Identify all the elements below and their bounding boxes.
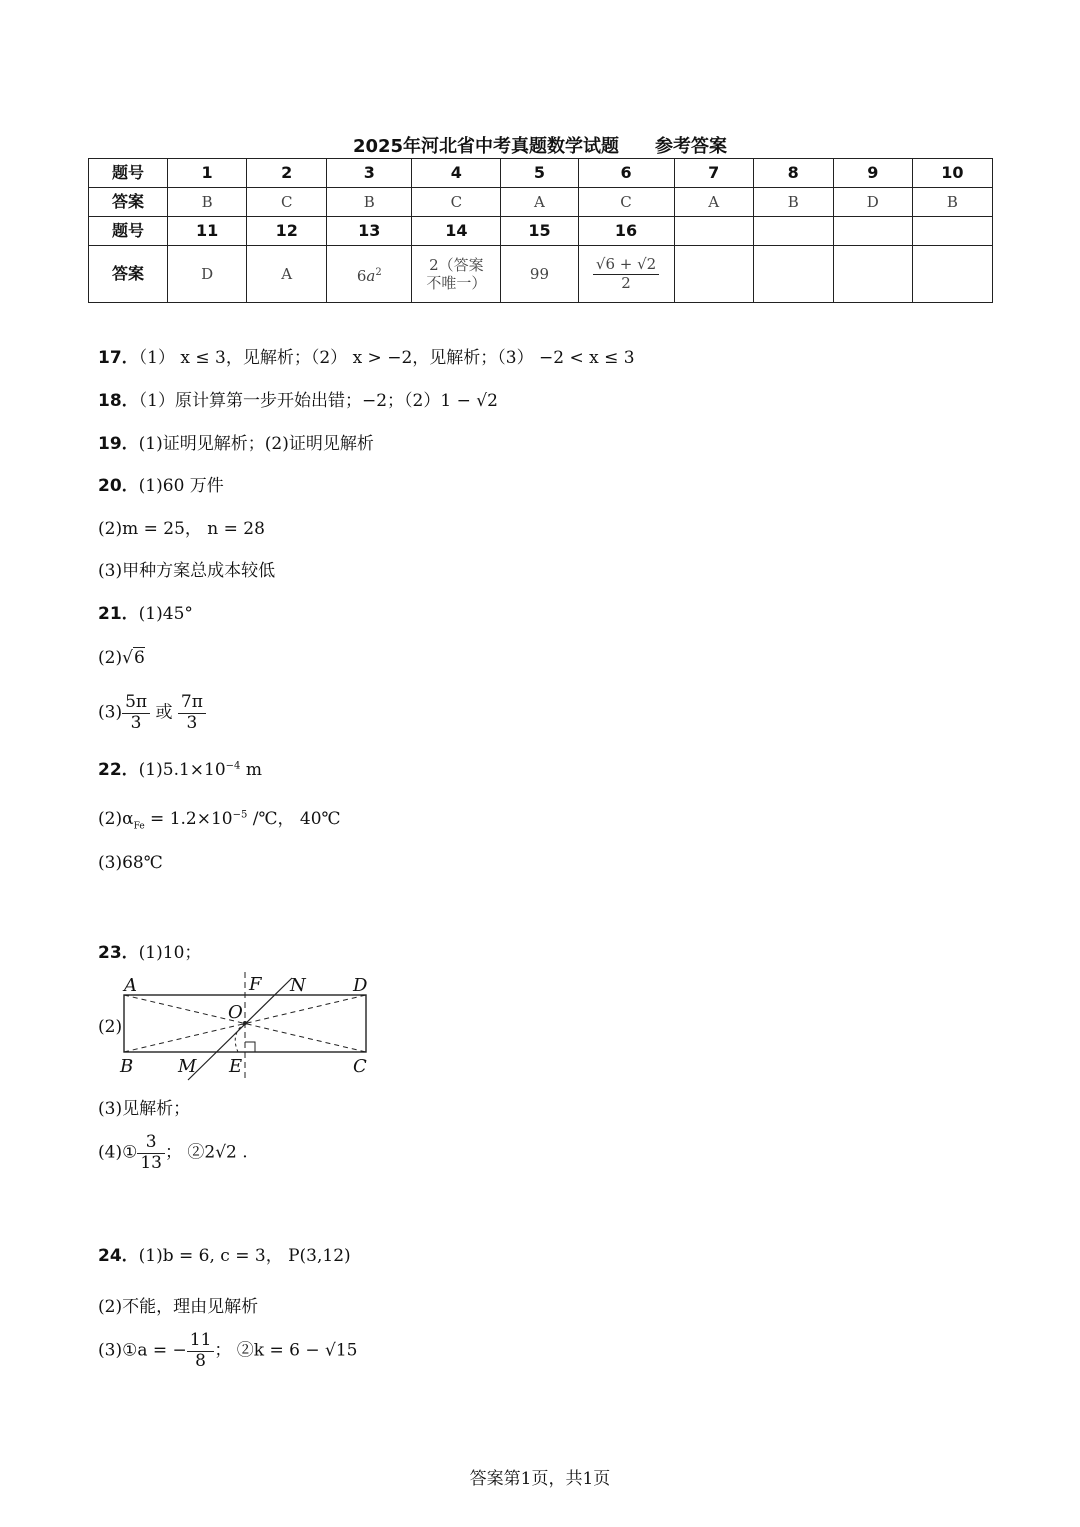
question-number: 13 bbox=[327, 217, 412, 246]
answer-21-part2: (2)√6 bbox=[98, 648, 145, 668]
table-row bbox=[89, 246, 993, 303]
answer-text: （1） x ≤ 3，见解析；（2） x > −2，见解析；（3） −2 < x ≤ 3 bbox=[138, 348, 635, 368]
question-number: 3 bbox=[327, 159, 412, 188]
answer-cell: D bbox=[168, 246, 247, 303]
answer-22-part2 bbox=[98, 804, 341, 831]
numerator: 11 bbox=[187, 1331, 215, 1352]
row-header: 题号 bbox=[89, 217, 168, 246]
answer-20-part2: (2)m = 25， n = 28 bbox=[98, 519, 265, 539]
part-label: (2) bbox=[98, 648, 123, 668]
subscript: Fe bbox=[133, 821, 145, 832]
fraction bbox=[593, 256, 659, 292]
question-number: 8 bbox=[753, 159, 833, 188]
answer-23-part2: (2) bbox=[98, 1017, 123, 1037]
question-label: 20． bbox=[98, 476, 139, 496]
numerator: √6 + √2 bbox=[593, 256, 659, 274]
row-header: 答案 bbox=[89, 246, 168, 303]
label-m: M bbox=[178, 1056, 197, 1077]
answer-text: (1)证明见解析；(2)证明见解析 bbox=[138, 434, 374, 454]
exponent: −4 bbox=[225, 760, 241, 772]
answer-21 bbox=[98, 599, 193, 624]
label-o: O bbox=[228, 1002, 243, 1023]
answer-cell: B bbox=[168, 188, 247, 217]
denominator: 3 bbox=[186, 712, 198, 733]
answer-text: (1)10； bbox=[138, 943, 202, 963]
answer-cell: A bbox=[674, 188, 753, 217]
answer-text: /℃， 40℃ bbox=[247, 809, 341, 829]
answer-23 bbox=[98, 938, 201, 963]
answer-line: 2（答案 bbox=[429, 256, 484, 274]
answer-18 bbox=[98, 386, 498, 411]
coef: 6 bbox=[356, 266, 367, 285]
answer-cell bbox=[578, 246, 674, 303]
answer-cell: D bbox=[833, 188, 912, 217]
empty-cell bbox=[833, 217, 912, 246]
or-text: 或 bbox=[155, 702, 173, 723]
answer-cell: C bbox=[247, 188, 327, 217]
question-label: 17． bbox=[98, 348, 139, 368]
empty-cell bbox=[912, 217, 992, 246]
unit: m bbox=[240, 760, 262, 780]
question-number: 11 bbox=[168, 217, 247, 246]
answer-22-part3: (3)68℃ bbox=[98, 853, 163, 873]
part-label: (3) bbox=[98, 702, 123, 723]
numerator: 3 bbox=[137, 1133, 165, 1154]
rectangle-figure bbox=[98, 972, 388, 1086]
answer-24-part3 bbox=[98, 1331, 358, 1371]
label-b: B bbox=[120, 1056, 134, 1077]
answer-text: (1)45° bbox=[138, 604, 193, 624]
exponent: −5 bbox=[232, 809, 248, 821]
fraction bbox=[187, 1331, 215, 1371]
geometry-diagram bbox=[98, 972, 388, 1082]
numerator: 5π bbox=[122, 693, 150, 714]
page-footer: 答案第1页，共1页 bbox=[469, 1469, 611, 1489]
answer-cell bbox=[412, 246, 501, 303]
denominator: 13 bbox=[140, 1152, 162, 1173]
answer-cell: B bbox=[753, 188, 833, 217]
question-number: 16 bbox=[578, 217, 674, 246]
row-header: 答案 bbox=[89, 188, 168, 217]
question-label: 21． bbox=[98, 604, 139, 624]
answer-20-part3: (3)甲种方案总成本较低 bbox=[98, 561, 276, 581]
table-row bbox=[89, 159, 993, 188]
answer-text: (1)b = 6, c = 3， P(3,12) bbox=[138, 1246, 351, 1266]
answer-23-part3: (3)见解析； bbox=[98, 1099, 191, 1119]
answer-cell: C bbox=[578, 188, 674, 217]
answer-22 bbox=[98, 755, 262, 780]
question-number: 5 bbox=[501, 159, 578, 188]
answer-cell: A bbox=[501, 188, 578, 217]
empty-cell bbox=[753, 217, 833, 246]
denominator: 8 bbox=[195, 1350, 206, 1371]
denominator: 3 bbox=[130, 712, 142, 733]
exponent: 2 bbox=[375, 266, 382, 278]
answer-line: 不唯一） bbox=[426, 274, 487, 292]
answer-text: (3)①a = − bbox=[98, 1340, 187, 1361]
question-number: 4 bbox=[412, 159, 501, 188]
empty-cell bbox=[674, 217, 753, 246]
variable: a bbox=[366, 266, 376, 285]
empty-cell bbox=[753, 246, 833, 303]
empty-cell bbox=[912, 246, 992, 303]
question-number: 15 bbox=[501, 217, 578, 246]
label-f: F bbox=[249, 974, 262, 995]
page-title bbox=[0, 132, 1080, 158]
fraction bbox=[178, 693, 206, 733]
question-label: 24． bbox=[98, 1246, 139, 1266]
radicand: 6 bbox=[133, 648, 145, 668]
label-a: A bbox=[124, 975, 137, 996]
question-label: 18． bbox=[98, 391, 139, 411]
title-main: 2025年河北省中考真题数学试题 bbox=[352, 136, 620, 157]
empty-cell bbox=[674, 246, 753, 303]
question-number: 10 bbox=[912, 159, 992, 188]
fraction bbox=[137, 1133, 165, 1173]
question-number: 7 bbox=[674, 159, 753, 188]
answer-19 bbox=[98, 429, 374, 454]
arc bbox=[235, 1023, 245, 1052]
question-number: 12 bbox=[247, 217, 327, 246]
answer-cell: 99 bbox=[501, 246, 578, 303]
answer-cell: B bbox=[912, 188, 992, 217]
answer-24-part2: (2)不能，理由见解析 bbox=[98, 1297, 259, 1317]
label-n: N bbox=[290, 975, 306, 996]
part-label: (4)① bbox=[98, 1142, 138, 1163]
table-row bbox=[89, 217, 993, 246]
question-number: 2 bbox=[247, 159, 327, 188]
label-c: C bbox=[353, 1056, 367, 1077]
answer-17 bbox=[98, 343, 635, 368]
question-label: 23． bbox=[98, 943, 139, 963]
answer-text: ； ②k = 6 − √15 bbox=[214, 1340, 358, 1361]
answer-23-part4 bbox=[98, 1133, 248, 1173]
question-number: 14 bbox=[412, 217, 501, 246]
answer-text: = 1.2×10 bbox=[144, 809, 233, 829]
answer-table bbox=[88, 158, 993, 303]
table-row bbox=[89, 188, 993, 217]
answer-21-part3 bbox=[98, 693, 206, 733]
answer-cell: A bbox=[247, 246, 327, 303]
answer-text: (2)α bbox=[98, 809, 134, 829]
empty-cell bbox=[833, 246, 912, 303]
label-d: D bbox=[353, 975, 368, 996]
question-label: 19． bbox=[98, 434, 139, 454]
point-o bbox=[243, 1021, 247, 1025]
answer-text: (1)60 万件 bbox=[138, 476, 224, 496]
title-sub: 参考答案 bbox=[655, 136, 728, 157]
answer-20 bbox=[98, 471, 224, 496]
label-e: E bbox=[229, 1056, 243, 1077]
answer-cell: B bbox=[327, 188, 412, 217]
answer-cell bbox=[327, 246, 412, 303]
question-label: 22． bbox=[98, 760, 139, 780]
answer-text: （1）原计算第一步开始出错；−2；（2）1 − √2 bbox=[138, 391, 498, 411]
answer-24 bbox=[98, 1241, 351, 1266]
fraction bbox=[122, 693, 150, 733]
row-header: 题号 bbox=[89, 159, 168, 188]
answer-text: (1)5.1×10 bbox=[138, 760, 226, 780]
numerator: 7π bbox=[178, 693, 206, 714]
question-number: 1 bbox=[168, 159, 247, 188]
question-number: 9 bbox=[833, 159, 912, 188]
answer-cell: C bbox=[412, 188, 501, 217]
right-angle-mark bbox=[245, 1042, 255, 1052]
answer-text: ； ②2√2 . bbox=[164, 1142, 248, 1163]
question-number: 6 bbox=[578, 159, 674, 188]
denominator: 2 bbox=[621, 273, 631, 292]
